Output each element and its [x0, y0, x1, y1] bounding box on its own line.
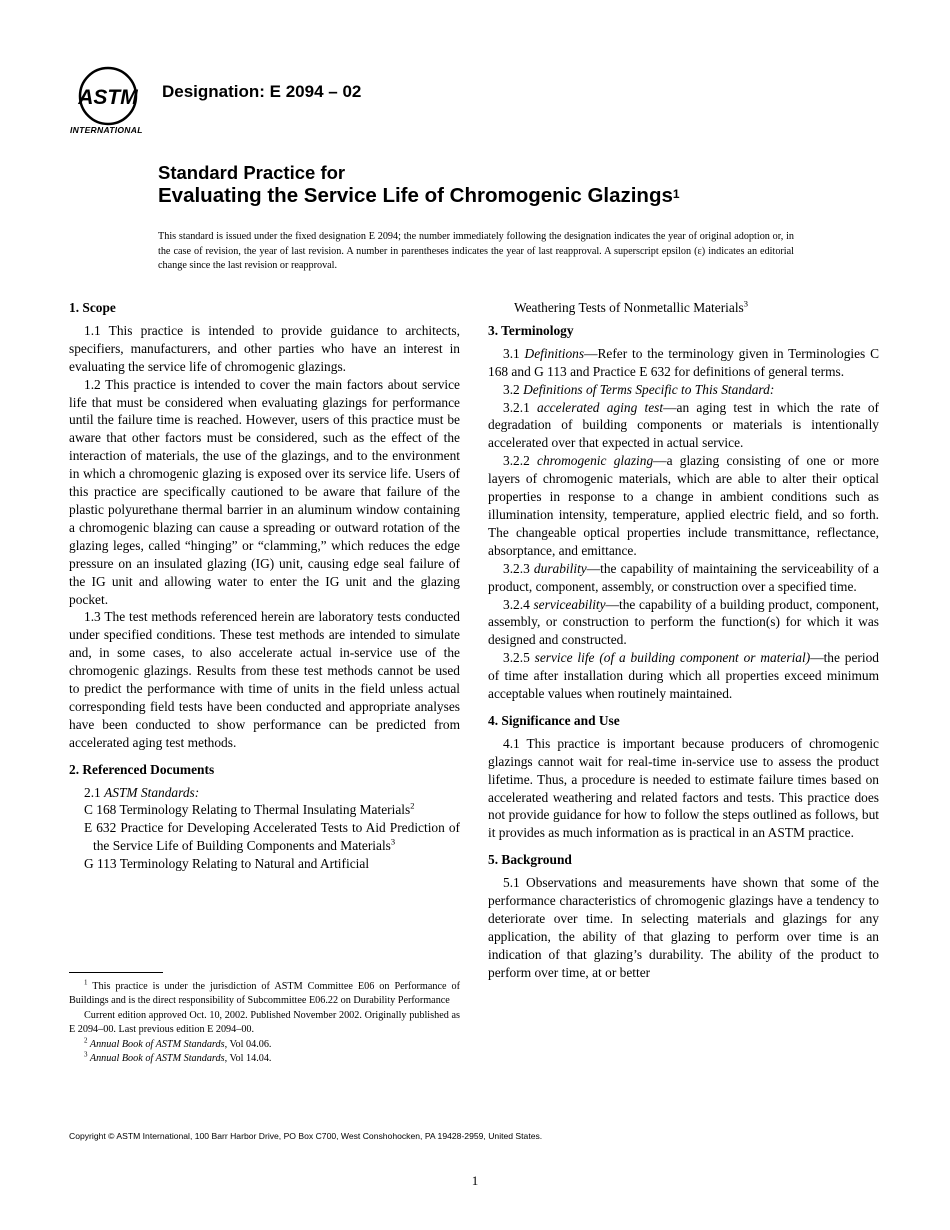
paragraph-3-1 — [488, 345, 879, 381]
footnote-1-text: This practice is under the jurisdiction of ASTM Committee E06 on Performance of Buildings and is the direct responsibility of Subcommittee E06.22 on Durability Performance — [69, 981, 460, 1007]
logo-text: ASTM — [78, 86, 138, 109]
paragraph-3-2-1-term: accelerated aging test — [537, 399, 664, 415]
paragraph-3-2-5-text: —the period of time after installation during which all properties exceed minimum acceptable values when routinely maintained. — [488, 650, 879, 702]
section-heading-background: 5. Background — [488, 852, 572, 868]
paragraph-3-2-4-number: 3.2.4 — [503, 596, 534, 612]
paragraph-3-2-number: 3.2 — [503, 381, 524, 397]
footnote-2 — [69, 1038, 460, 1052]
footnote-divider — [69, 972, 163, 973]
paragraph-3-2-1-text: —an aging test in which the rate of degradation of building components or materials is intentionally accelerated over that expected in actual service. — [488, 399, 880, 451]
reference-g113-footnote: 3 — [743, 298, 749, 309]
paragraph-3-2-2 — [488, 452, 879, 559]
paragraph-1-3: 1.3 The test methods referenced herein are laboratory tests conducted under specified conditions. These test methods are intended to simulate and, in some cases, to also accelerate actual in-service use of the chromogenic glazings. Results from these test methods cannot be used to predict the performance with time of units in the field unless actual corresponding field tests have been conducted and appropriate analyses have been conducted to show performance can be predicted from accelerated aging test methods. — [69, 609, 460, 750]
paragraph-1-2: 1.2 This practice is intended to cover the main factors about service life that must be considered when evaluating glazings for performance until the failure time is reached. However, users of this practice must be aware that other factors must be considered, such as the effect of the interaction of materials, the use of the glazings, and to the environment in which a chromogenic glazing is exposed over its service life. Users of this practice are specifically cautioned to be aware that failure of the plastic polyurethane thermal barrier in an aluminum window containing a chromogenic blazing can cause a spreading or outward rotation of the glazing leges, called “hinging” or “clamming,” which reduces the edge pressure on an insulated glazing (IG) unit, causing edge seal failure of the IG unit and allowing water to enter the IG unit and the glazing pocket. — [69, 376, 460, 607]
logo-caption: INTERNATIONAL — [70, 125, 143, 135]
left-column — [69, 299, 460, 873]
section-heading-terminology: 3. Terminology — [488, 322, 574, 338]
paragraph-3-2-5-number: 3.2.5 — [503, 650, 535, 666]
reference-e632 — [69, 819, 460, 855]
paragraph-3-2-4-text: —the capability of a building product, component, assembly, or construction to perform the function(s) for which it was designed and constructed. — [488, 596, 879, 648]
standard-notice: This standard is issued under the fixed designation E 2094; the number immediately following the designation indicates the year of original adoption or, in the case of revision, the year of last revision. A number in parentheses indicates the year of last reapproval. A superscript epsilon (ε) indicates an editorial change since the last revision or reapproval. — [158, 231, 794, 272]
paragraph-1-1: 1.1 This practice is intended to provide guidance to architects, specifiers, manufacturers, and other parties who have an interest in evaluating the service life of chromogenic glazings. — [69, 322, 460, 374]
title-main: Evaluating the Service Life of Chromogenic Glazings — [158, 184, 673, 207]
footnote-1-mark: 1 — [84, 978, 88, 987]
paragraph-3-2-2-text: —a glazing consisting of one or more layers of chromogenic materials, which are able to alter their optical properties in response to a change in ambient conditions such as illumination intensity, temperature, applied electric field, and so forth. The changeable optical properties include transmittance, reflectance, absorptance, and emittance. — [488, 453, 879, 558]
paragraph-3-2-label: Definitions of Terms Specific to This Standard: — [523, 381, 775, 397]
section-heading-referenced-documents: 2. Referenced Documents — [69, 761, 215, 777]
footnote-2-mark: 2 — [84, 1036, 88, 1045]
paragraph-3-2-2-number: 3.2.2 — [503, 453, 538, 469]
footnote-1-edition: Current edition approved Oct. 10, 2002. Published November 2002. Originally published as E 2094–00. Last previous edition E 2094–00. — [69, 1009, 460, 1036]
reference-g113-continued — [488, 299, 879, 317]
paragraph-3-1-text: —Refer to the terminology given in Terminologies C 168 and G 113 and Practice E 632 for definitions of general terms. — [488, 345, 879, 379]
paragraph-3-2-2-term: chromogenic glazing — [537, 453, 654, 469]
reference-e632-footnote: 3 — [390, 836, 396, 847]
footnote-1 — [69, 980, 460, 1009]
reference-c168 — [69, 801, 460, 819]
title-block — [158, 162, 798, 208]
title-line-2 — [158, 184, 798, 208]
paragraph-2-1-number: 2.1 — [84, 784, 105, 800]
right-column — [488, 299, 879, 982]
reference-c168-text: C 168 Terminology Relating to Thermal Insulating Materials — [84, 802, 411, 818]
paragraph-3-2-5-term: service life (of a building component or material) — [534, 650, 811, 666]
footnote-3-book: Annual Book of ASTM Standards — [87, 1053, 225, 1065]
paragraph-3-2-3-number: 3.2.3 — [503, 560, 534, 576]
paragraph-3-2-3-text: —the capability of maintaining the serviceability of a product, component, assembly, or construction over a specified time. — [488, 560, 879, 594]
footnote-2-book: Annual Book of ASTM Standards — [87, 1038, 225, 1050]
reference-e632-text: E 632 Practice for Developing Accelerated Tests to Aid Prediction of the Service Life of Building Components and Materials — [84, 820, 460, 854]
footnote-2-volume: , Vol 04.06. — [224, 1038, 272, 1050]
reference-g113-cont-text: Weathering Tests of Nonmetallic Materials — [514, 300, 744, 315]
paragraph-3-2-4-term: serviceability — [533, 596, 606, 612]
paragraph-3-1-term: Definitions — [524, 345, 585, 361]
paragraph-2-1 — [69, 784, 460, 802]
paragraph-3-2-1-number: 3.2.1 — [503, 399, 538, 415]
footnote-3-volume: , Vol 14.04. — [224, 1053, 272, 1065]
paragraph-3-1-number: 3.1 — [503, 345, 525, 361]
footnote-3-mark: 3 — [84, 1050, 88, 1059]
paragraph-3-2 — [488, 381, 879, 399]
paragraph-4-1: 4.1 This practice is important because producers of chromogenic glazings cannot wait for real-time in-service use to assess the product lifetime. Thus, a procedure is needed to estimate failure times based on accelerated weathering and related factors and tests. This practice does not provide guidance for how to follow the steps outlined as follows, but it provides as much information as is practical in an ASTM practice. — [488, 735, 879, 841]
title-footnote-mark: 1 — [672, 187, 680, 201]
reference-g113: G 113 Terminology Relating to Natural and Artificial — [84, 856, 370, 872]
reference-c168-footnote: 2 — [410, 801, 415, 811]
page-number: 1 — [471, 1173, 479, 1188]
footnotes — [69, 980, 460, 1066]
paragraph-3-2-3-term: durability — [533, 560, 587, 576]
designation: Designation: E 2094 – 02 — [162, 82, 362, 101]
paragraph-5-1: 5.1 Observations and measurements have shown that some of the performance characteristics of chromogenic glazings have a tendency to deteriorate over time. In selecting materials and glazings for any application, the ability of that glazing to perform over time is an indication of that glazing’s durability. The ability of the product to perform over time, at or better — [488, 875, 879, 980]
paragraph-3-2-3 — [488, 560, 879, 596]
section-heading-scope: 1. Scope — [69, 300, 116, 315]
section-heading-significance: 4. Significance and Use — [488, 712, 620, 728]
paragraph-2-1-label: ASTM Standards: — [104, 784, 200, 800]
paragraph-3-2-1 — [488, 399, 879, 453]
paragraph-3-2-5 — [488, 649, 879, 703]
astm-logo-icon — [68, 66, 150, 128]
paragraph-3-2-4 — [488, 596, 879, 650]
title-line-1: Standard Practice for — [158, 162, 346, 183]
footnote-3 — [69, 1052, 460, 1066]
copyright-notice: Copyright © ASTM International, 100 Barr Harbor Drive, PO Box C700, West Conshohocken, PA 19428-2959, United States. — [69, 1131, 543, 1141]
